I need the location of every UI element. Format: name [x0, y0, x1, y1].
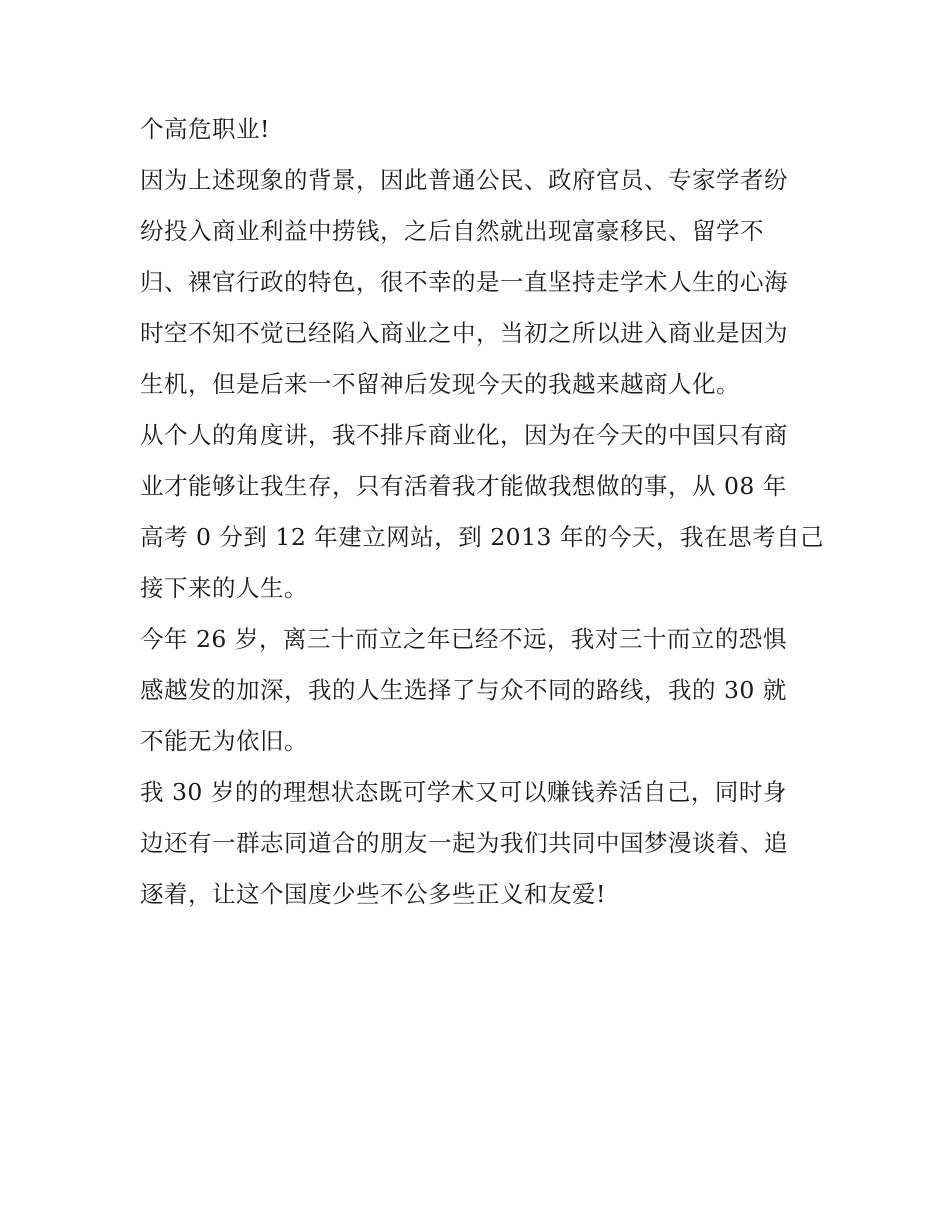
paragraph-2	[140, 155, 820, 410]
text-line: 归、裸官行政的特色，很不幸的是一直坚持走学术人生的心海	[140, 268, 788, 296]
text-line: 不能无为依旧。	[140, 727, 308, 755]
paragraph-4	[140, 614, 820, 767]
text-line: 感越发的加深，我的人生选择了与众不同的路线，我的 30 就	[140, 676, 787, 704]
text-line: 时空不知不觉已经陷入商业之中，当初之所以进入商业是因为	[140, 319, 788, 347]
paragraph-5	[140, 767, 820, 920]
paragraph-3	[140, 410, 824, 614]
text-line: 我 30 岁的的理想状态既可学术又可以赚钱养活自己，同时身	[140, 778, 787, 806]
text-line: 因为上述现象的背景，因此普通公民、政府官员、专家学者纷	[140, 166, 788, 194]
text-line: 高考 0 分到 12 年建立网站，到 2013 年的今天，我在思考自己	[140, 523, 824, 551]
text-line: 纷投入商业利益中捞钱，之后自然就出现富豪移民、留学不	[140, 217, 764, 245]
text-line: 今年 26 岁，离三十而立之年已经不远，我对三十而立的恐惧	[140, 625, 787, 653]
paragraph-1	[140, 104, 820, 155]
text-line: 边还有一群志同道合的朋友一起为我们共同中国梦漫谈着、追	[140, 829, 788, 857]
text-line: 生机，但是后来一不留神后发现今天的我越来越商人化。	[140, 370, 740, 398]
document-body	[140, 104, 824, 920]
text-line: 个高危职业!	[140, 115, 270, 143]
text-line: 逐着，让这个国度少些不公多些正义和友爱!	[140, 880, 606, 908]
text-line: 业才能够让我生存，只有活着我才能做我想做的事，从 08 年	[140, 472, 787, 500]
text-line: 接下来的人生。	[140, 574, 308, 602]
text-line: 从个人的角度讲，我不排斥商业化，因为在今天的中国只有商	[140, 421, 788, 449]
